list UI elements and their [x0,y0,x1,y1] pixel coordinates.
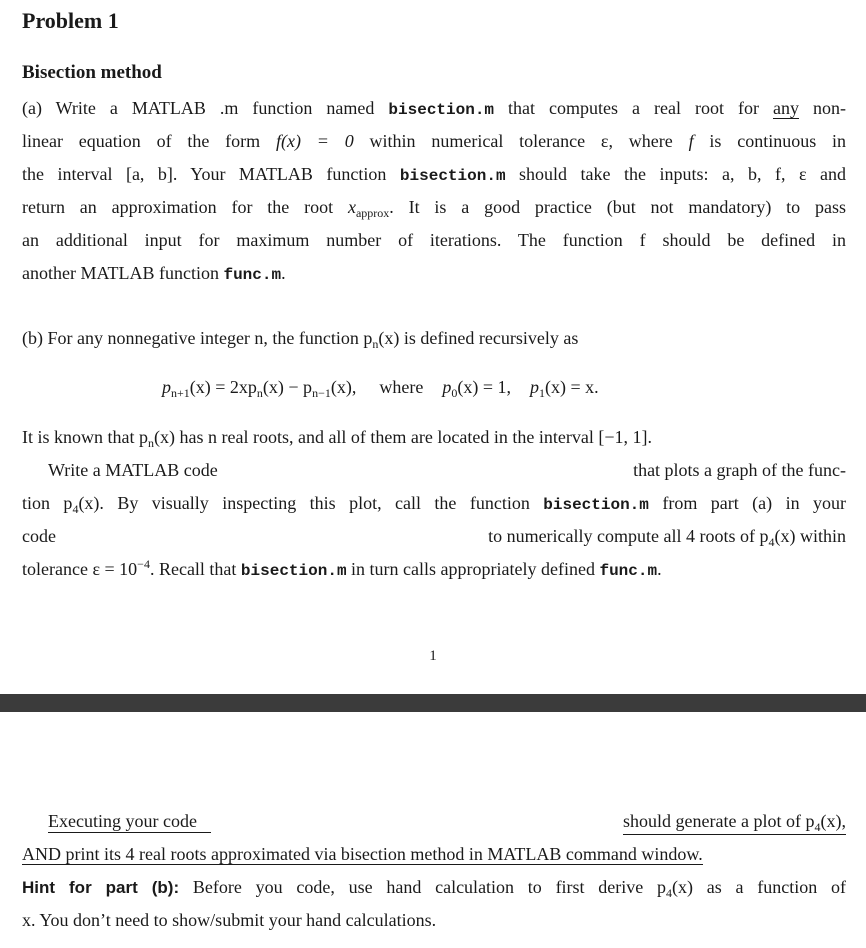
code-bisection: bisection.m [399,167,506,185]
section-heading: Bisection method [22,62,162,83]
part-b-line-2: It is known that $p_n(x)$ has n real roots, and all of them are located in the interval [−1, 1]. [22,427,652,450]
emphasis-any: any [773,98,800,118]
part-a-line-4: return an approximation for the root $x_{approx}$. It is a good practice (but not mandatory) to pass [22,197,847,220]
part-a-line-5: an additional input for maximum number of iterations. The function f should be defined in [22,230,846,250]
part-a-line-3: the interval [a, b]. Your MATLAB function bisection.m should take the inputs: a, b, f, ε and [22,164,847,185]
part-b-line-6: tolerance $\varepsilon = 10^{-4}$. Recall that bisection.m in turn calls appropriately defined func.m. [22,557,662,580]
part-b-line-4: tion $p_4(x)$. By visually inspecting this plot, call the function bisection.m from part (a) in your [22,493,846,516]
code-func: func.m [223,266,282,284]
part-b-line-1: (b) For any nonnegative integer n, the function $p_n(x)$ is defined recursively as [22,328,579,351]
code-bisection: bisection.m [240,562,347,580]
part-a-line-2: linear equation of the form f(x) = 0 within numerical tolerance ε, where f is continuous in [22,131,847,151]
page-number: 1 [429,648,437,664]
code-func: func.m [599,562,658,580]
part-a-line-6: another MATLAB function func.m. [22,263,286,284]
hint-line: Hint for part (b): Before you code, use hand calculation to first derive $p_4(x)$ as a function of [22,877,847,900]
page2-line-2: AND print its 4 real roots approximated via bisection method in MATLAB command window. [22,844,703,864]
code-bisection: bisection.m [388,101,495,119]
page2-line-4: x. You don’t need to show/submit your hand calculations. [22,910,437,930]
page-divider [0,694,866,712]
page-title: Problem 1 [22,8,119,33]
part-a-line-1: (a) Write a MATLAB .m function named bisection.m that computes a real root for any non- [22,98,847,119]
hint-label: Hint for part (b): [22,878,180,897]
code-bisection: bisection.m [543,496,649,514]
recurrence-equation: $p_{n+1}(x) = 2xp_n(x) - p_{n-1}(x)$, where $p_0(x) = 1$, $p_1(x) = x$. [162,377,599,400]
